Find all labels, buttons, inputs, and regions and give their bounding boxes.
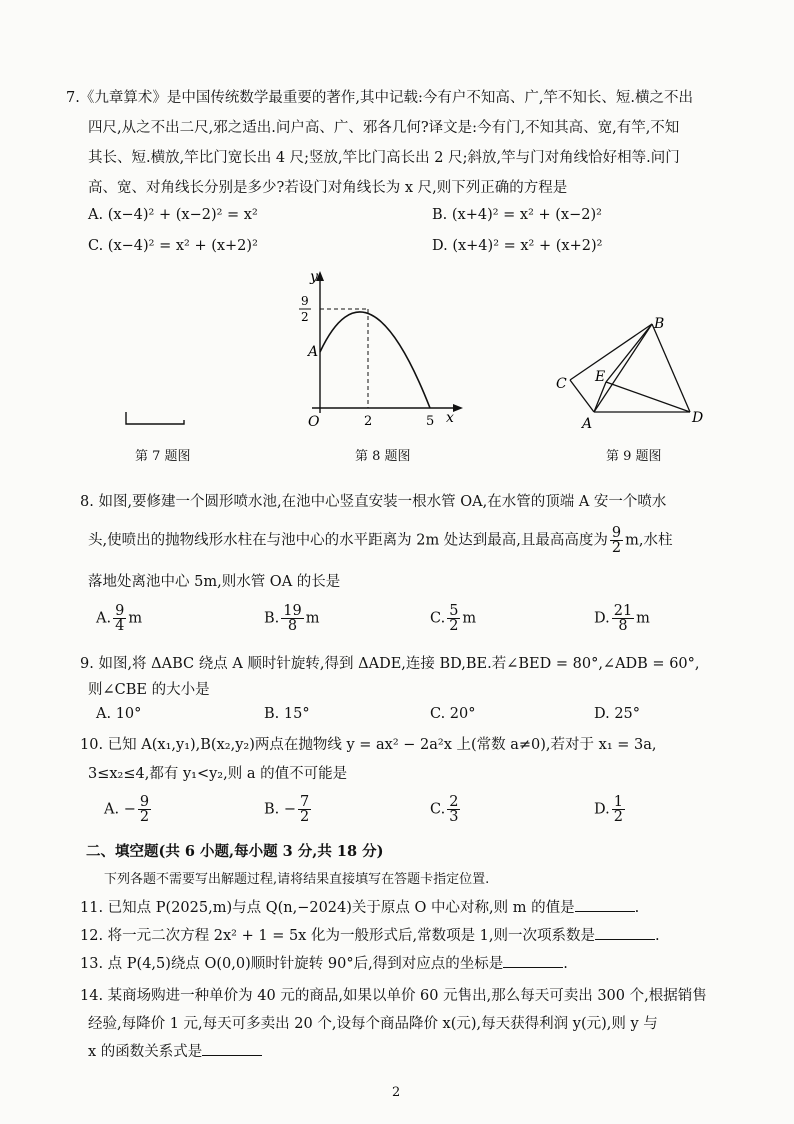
label-d: D bbox=[692, 410, 704, 426]
q12: 12. 将一元二次方程 2x² + 1 = 5x 化为一般形式后,常数项是 1,则一次项系数是 . bbox=[80, 928, 660, 944]
q10-line1: 10. 已知 A(x₁,y₁),B(x₂,y₂)两点在抛物线 y = ax² − 2a²x 上(常数 a≠0),若对于 x₁ = 3a, bbox=[80, 737, 657, 753]
q7-line4: 高、宽、对角线长分别是多少?若设门对角线长为 x 尺,则下列正确的方程是 bbox=[88, 180, 568, 196]
q8-line3: 落地处离池中心 5m,则水管 OA 的长是 bbox=[88, 574, 341, 590]
label-a: A bbox=[582, 416, 593, 432]
q10-option-a: A. − $\frac{9}{2}$ bbox=[104, 794, 150, 825]
figure-7-caption: 第 7 题图 bbox=[135, 449, 191, 464]
figure-7 bbox=[120, 408, 190, 428]
q7-line2: 四尺,从之不出二尺,邪之适出.问户高、广、邪各几何?译文是:今有门,不知其高、宽,有竿,不知 bbox=[88, 120, 680, 136]
origin-label: O bbox=[308, 414, 320, 430]
answer-blank-11 bbox=[575, 899, 635, 912]
figure-8-caption: 第 8 题图 bbox=[355, 449, 411, 464]
answer-blank-14 bbox=[202, 1043, 262, 1056]
y-label: y bbox=[310, 269, 318, 285]
q7-option-a: A. (x−4)² + (x−2)² = x² bbox=[88, 207, 258, 223]
q9-line2: 则∠CBE 的大小是 bbox=[88, 682, 210, 698]
q10-option-b: B. − $\frac{7}{2}$ bbox=[264, 794, 310, 825]
q8-option-c: C. $\frac{5}{2}$ m bbox=[430, 603, 477, 634]
q9-option-c: C. 20° bbox=[430, 706, 476, 722]
q10-line2: 3≤x₂≤4,都有 y₁<y₂,则 a 的值不可能是 bbox=[88, 766, 348, 782]
answer-blank-13 bbox=[503, 955, 563, 968]
tick-2: 2 bbox=[364, 414, 373, 429]
q9-line1: 9. 如图,将 ΔABC 绕点 A 顺时针旋转,得到 ΔADE,连接 BD,BE.若∠BED = 80°,∠ADB = 60°, bbox=[80, 656, 700, 672]
q14-line1: 14. 某商场购进一种单价为 40 元的商品,如果以单价 60 元售出,那么每天可卖出 300 个,根据销售 bbox=[80, 988, 707, 1004]
q7-line3: 其长、短.横放,竿比门宽长出 4 尺;竖放,竿比门高长出 2 尺;斜放,竿与门对角线恰好相等.问门 bbox=[88, 150, 680, 166]
label-c: C bbox=[556, 376, 567, 392]
q9-option-d: D. 25° bbox=[594, 706, 641, 722]
q13: 13. 点 P(4,5)绕点 O(0,0)顺时针旋转 90°后,得到对应点的坐标是 . bbox=[80, 956, 568, 972]
q7-option-d: D. (x+4)² = x² + (x+2)² bbox=[432, 238, 603, 254]
q9-option-a: A. 10° bbox=[96, 706, 142, 722]
q7-option-b: B. (x+4)² = x² + (x−2)² bbox=[432, 207, 602, 223]
figure-9-rotation bbox=[550, 308, 720, 438]
q7-line1: 7.《九章算术》是中国传统数学最重要的著作,其中记载:今有户不知高、广,竿不知长、短.横之不出 bbox=[66, 90, 694, 106]
q14-line2: 经验,每降价 1 元,每天可多卖出 20 个,设每个商品降价 x(元),每天获得利润 y(元),则 y 与 bbox=[88, 1016, 658, 1032]
q14-line3: x 的函数关系式是 bbox=[88, 1040, 262, 1061]
max-height-denominator: 2 bbox=[301, 310, 309, 324]
label-e: E bbox=[595, 369, 606, 385]
section-2-instructions: 下列各题不需要写出解题过程,请将结果直接填写在答题卡指定位置. bbox=[104, 872, 490, 887]
answer-blank-12 bbox=[595, 927, 655, 940]
max-height-numerator: 9 bbox=[301, 294, 309, 308]
page-number: 2 bbox=[392, 1085, 401, 1100]
q9-option-b: B. 15° bbox=[264, 706, 310, 722]
q10-option-d: D. $\frac{1}{2}$ bbox=[594, 794, 623, 825]
x-label: x bbox=[446, 410, 454, 426]
figure-9-caption: 第 9 题图 bbox=[606, 449, 662, 464]
label-b: B bbox=[654, 316, 665, 332]
q11: 11. 已知点 P(2025,m)与点 Q(n,−2024)关于原点 O 中心对称,则 m 的值是 . bbox=[80, 900, 640, 916]
q8-option-a: A. $\frac{9}{4}$ m bbox=[96, 603, 143, 634]
q8-option-b: B. $\frac{19}{8}$ m bbox=[264, 603, 320, 634]
q8-line2: 头,使喷出的抛物线形水柱在与池中心的水平距离为 2m 处达到最高,且最高高度为 $\frac{9}{2}$ m,水柱 bbox=[88, 525, 673, 556]
q8-line1: 8. 如图,要修建一个圆形喷水池,在池中心竖直安装一根水管 OA,在水管的顶端 A 安一个喷水 bbox=[80, 494, 667, 510]
x-axis-arrow bbox=[453, 404, 463, 412]
q10-option-c: C. $\frac{2}{3}$ bbox=[430, 794, 459, 825]
section-2-title: 二、填空题(共 6 小题,每小题 3 分,共 18 分) bbox=[86, 843, 384, 860]
q7-option-c: C. (x−4)² = x² + (x+2)² bbox=[88, 238, 258, 254]
point-a-label: A bbox=[308, 344, 319, 360]
figure-8-parabola bbox=[290, 268, 470, 438]
q8-option-d: D. $\frac{21}{8}$ m bbox=[594, 603, 650, 634]
parabola-curve bbox=[320, 312, 430, 408]
tick-5: 5 bbox=[426, 414, 435, 429]
